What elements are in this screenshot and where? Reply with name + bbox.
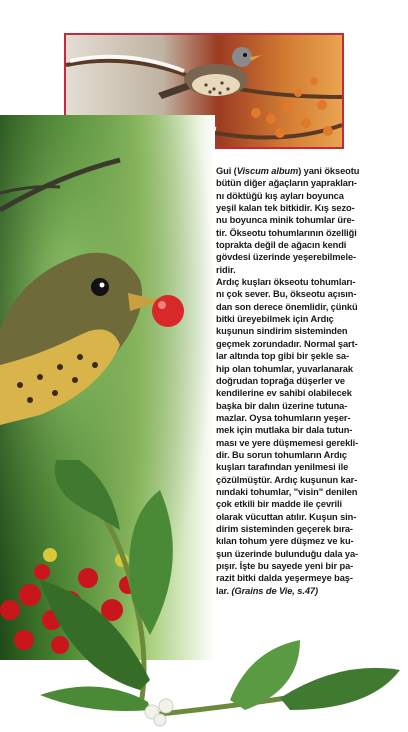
p2-body: Ardıç kuşları ökseotu tohumları- nı çok sever. Bu, ökseotu açısın- dan son derece önemlidir, çünkü bitki üreyebilmek için Ardıç kuşunun sindirim sisteminden geçmek zorundadır. Normal şart- lar altında top gibi bir şekle sa- hip olan tohumlar, yuvarlanarak doğrudan toprağa düşerler ve kendilerine ev sahibi olabilecek başka bir dalın üzerine tutuna- mazlar. Oysa tohumların yeşer- mek için mutlaka bir dala tutun- ması ve yere düşmemesi gerekli- dir. Bu sorun tohumların Ardıç kuşları tarafından yenilmesi ile çözülmüştür. Ardıç kuşunun kar- nındaki tohumlar, "visin" denilen çok etkili bir madde ile çevrili olarak vücuttan atılır. Kuşun sin- dirim sisteminden geçerek bıra- kılan tohum yere düşmez ve ku- şun üzerinde bulunduğu dala ya- pışır. İşte bu sayede yeni bir pa- razit bitki dalda yeşermeye baş- lar. (216, 277, 359, 596)
paragraph-viscum-album (216, 165, 406, 276)
paragraph-ardic-kuslari (216, 276, 406, 597)
citation: (Grains de Vie, s.47) (231, 585, 318, 596)
p1-lead: Gui ( (216, 166, 237, 176)
scientific-name: Viscum album (236, 166, 299, 176)
p1-body: ) yani ökseotu bütün diğer ağaçların yaprakları- nı döktüğü kış ayları boyunca yeşil kalan tek bitkidir. Kış sezo- nu boyunca minik tohumlar üre- tir. Ökseotu tohumlarının özelliği toprakta değil de ağacın kendi gövdesi üzerinde yeşerebilmele- ridir. (216, 166, 360, 275)
article-text (216, 165, 406, 597)
white-berries (145, 699, 173, 726)
